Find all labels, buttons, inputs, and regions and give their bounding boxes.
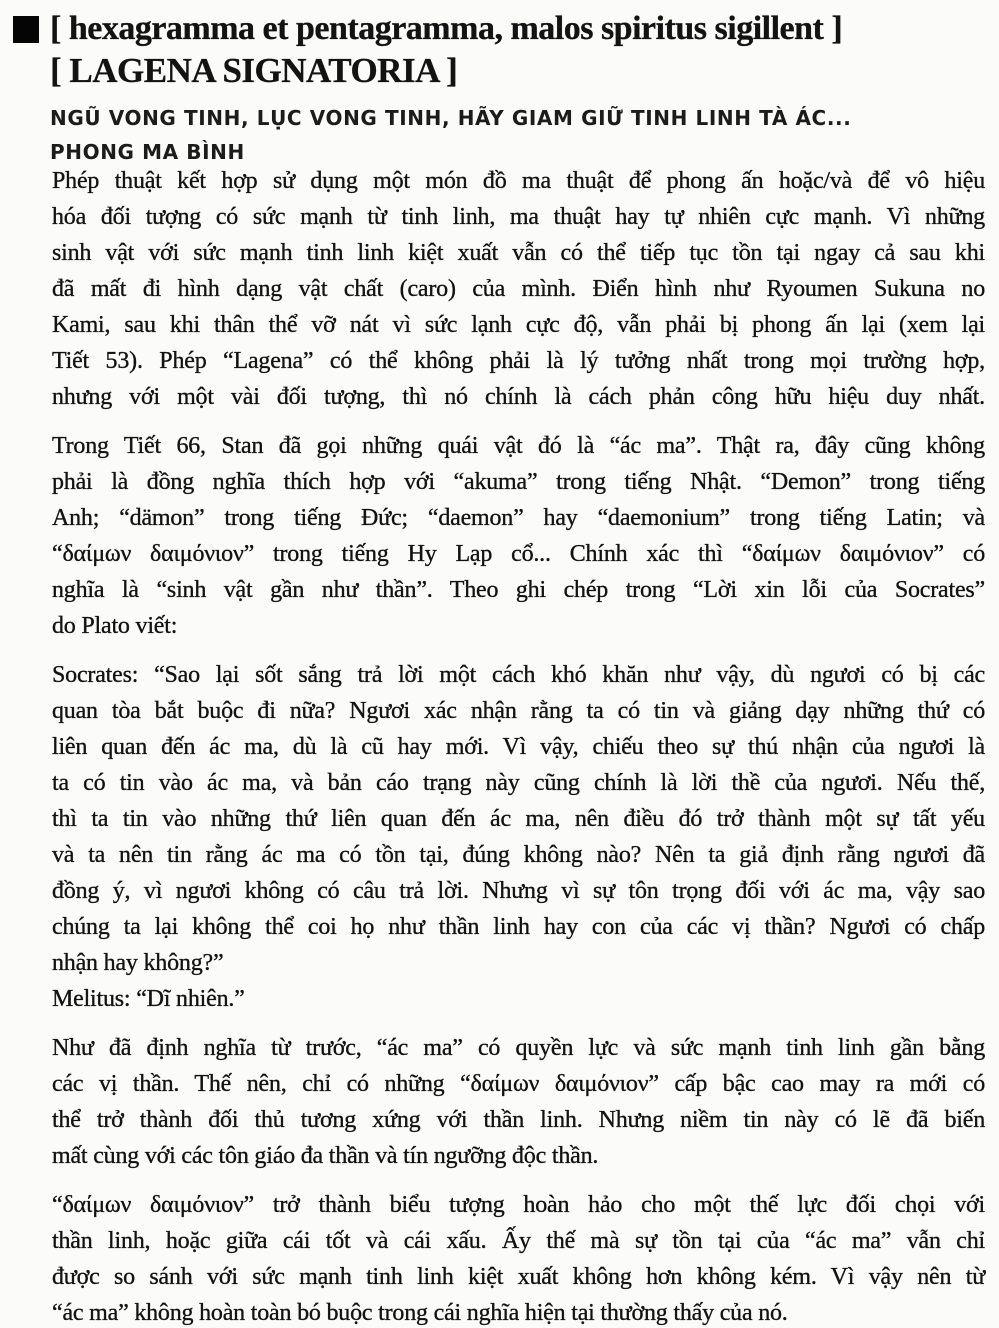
paragraph xyxy=(52,428,985,644)
text-line: Phép thuật kết hợp sử dụng một món đồ ma thuật để phong ấn hoặc/và để vô hiệu xyxy=(52,168,985,194)
page-header xyxy=(50,8,987,169)
text-line: nghĩa là “sinh vật gần như thần”. Theo ghi chép trong “Lời xin lỗi của Socrates” xyxy=(52,577,985,603)
text-line: “δαίμων δαιμόνιον” trở thành biểu tượng hoàn hảo cho một thế lực đối chọi với xyxy=(52,1192,985,1218)
text-line: liên quan đến ác ma, dù là cũ hay mới. Vì vậy, chiếu theo sự thú nhận của ngươi là xyxy=(52,734,985,760)
title-latin: [ hexagramma et pentagramma, malos spiritus sigillent ] xyxy=(50,10,843,47)
paragraph xyxy=(52,1030,985,1174)
text-line: “ác ma” không hoàn toàn bó buộc trong cái nghĩa hiện tại thường thấy của nó. xyxy=(52,1300,788,1326)
text-line: thì ta tin vào những thứ liên quan đến ác ma, nên điều đó trở thành một sự tất yếu xyxy=(52,806,985,832)
subtitle-line: PHONG MA BÌNH xyxy=(50,140,245,164)
text-line: Melitus: “Dĩ nhiên.” xyxy=(52,986,245,1012)
text-line: quan tòa bắt buộc đi nữa? Ngươi xác nhận rằng ta có tin và giảng dạy những thứ có xyxy=(52,698,985,724)
text-line: mất cùng với các tôn giáo đa thần và tín ngưỡng độc thần. xyxy=(52,1143,599,1169)
text-line: đã mất đi hình dạng vật chất (caro) của mình. Điển hình như Ryoumen Sukuna no xyxy=(52,276,985,302)
paragraph xyxy=(52,163,985,415)
text-line: Socrates: “Sao lại sốt sắng trả lời một cách khó khăn như vậy, dù ngươi có bị các xyxy=(52,662,985,688)
title-spell-name: [ LAGENA SIGNATORIA ] xyxy=(50,51,458,90)
text-line: Tiết 53). Phép “Lagena” có thể không phải là lý tưởng nhất trong mọi trường hợp, xyxy=(52,348,985,374)
incantation-line: NGŨ VONG TINH, LỤC VONG TINH, HÃY GIAM GIỮ TINH LINH TÀ ÁC... xyxy=(50,106,852,130)
text-line: Trong Tiết 66, Stan đã gọi những quái vật đó là “ác ma”. Thật ra, đây cũng không xyxy=(52,433,985,459)
text-line: phải là đồng nghĩa thích hợp với “akuma” trong tiếng Nhật. “Demon” trong tiếng xyxy=(52,469,985,495)
text-line: do Plato viết: xyxy=(52,613,178,639)
paragraph xyxy=(52,1187,985,1328)
text-line: nhận hay không?” xyxy=(52,950,224,976)
text-line: Anh; “dämon” trong tiếng Đức; “daemon” hay “daemonium” trong tiếng Latin; và xyxy=(52,505,985,531)
text-line: Như đã định nghĩa từ trước, “ác ma” có quyền lực và sức mạnh tinh linh gần bằng xyxy=(52,1035,985,1061)
text-line: sinh vật với sức mạnh tinh linh kiệt xuất vẫn có thể tiếp tục tồn tại ngay cả sau khi xyxy=(52,240,985,266)
text-line: hóa đối tượng có sức mạnh từ tinh linh, ma thuật hay tự nhiên cực mạnh. Vì những xyxy=(52,204,985,230)
text-line: “δαίμων δαιμόνιον” trong tiếng Hy Lạp cổ... Chính xác thì “δαίμων δαιμόνιον” có xyxy=(52,541,985,567)
text-line: thể trở thành đối thủ tương xứng với thần linh. Nhưng niềm tin này có lẽ đã biến xyxy=(52,1107,985,1133)
text-line: nhưng với một vài đối tượng, thì nó chính là cách phản công hữu hiệu duy nhất. xyxy=(52,384,985,410)
paragraph xyxy=(52,657,985,1017)
text-line: ta có tin vào ác ma, và bản cáo trạng này cũng chính là lời thề của ngươi. Nếu thế, xyxy=(52,770,985,796)
text-line: đồng ý, vì ngươi không có câu trả lời. Nhưng vì sự tôn trọng đối với ác ma, vậy sao xyxy=(52,878,985,904)
body-paragraphs xyxy=(52,163,985,1328)
section-bullet-icon xyxy=(13,16,39,43)
text-line: chúng ta lại không thể coi họ như thần linh hay con của các vị thần? Ngươi có chấp xyxy=(52,914,985,940)
text-line: được so sánh với sức mạnh tinh linh kiệt xuất không hơn không kém. Vì vậy nên từ xyxy=(52,1264,985,1290)
text-line: và ta nên tin rằng ác ma có tồn tại, đúng không nào? Nên ta giả định rằng ngươi đã xyxy=(52,842,985,868)
text-line: Kami, sau khi thân thể vỡ nát vì sức lạnh cực độ, vẫn phải bị phong ấn lại (xem lại xyxy=(52,312,985,338)
text-line: các vị thần. Thế nên, chỉ có những “δαίμων δαιμόνιον” cấp bậc cao may ra mới có xyxy=(52,1071,985,1097)
text-line: thần linh, hoặc giữa cái tốt và cái xấu. Ấy thế mà sự tồn tại của “ác ma” vẫn chỉ xyxy=(52,1228,985,1254)
